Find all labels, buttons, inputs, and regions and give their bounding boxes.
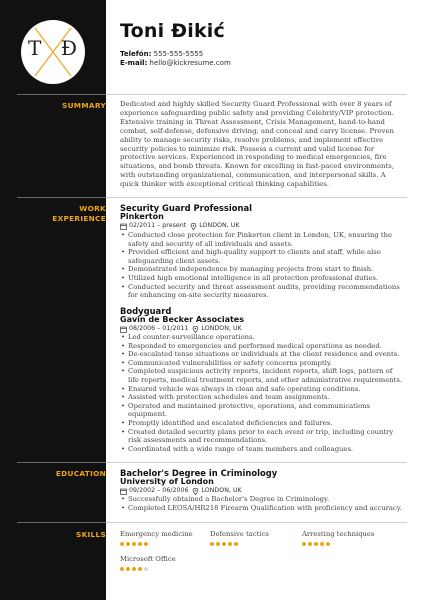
skill-name: Emergency medicine: [120, 530, 193, 538]
rating-dot-filled: [308, 542, 312, 546]
list-item: • Coordinated with a wide range of team members and colleagues.: [120, 445, 405, 454]
job-meta: [120, 325, 242, 333]
divider: [17, 197, 106, 198]
rating-dot-filled: [120, 567, 124, 571]
skill-rating: [120, 542, 148, 546]
list-item: • Completed suspicious activity reports, incident reports, shift logs, pattern of life reports, medical treatment reports, and other administrative requirements.: [120, 367, 405, 384]
divider: [17, 94, 106, 95]
list-item: • Responded to emergencies and performed medical operations as needed.: [120, 342, 405, 351]
divider: [17, 462, 106, 463]
job-location: LONDON, UK: [199, 222, 240, 229]
skill-rating: [302, 542, 330, 546]
calendar-icon: [120, 488, 127, 495]
location-pin-icon: [192, 326, 199, 333]
list-item: • De-escalated tense situations or individuals at the client residence and events.: [120, 350, 405, 359]
candidate-name: Toni Đikić: [120, 20, 225, 42]
phone-line: [120, 50, 203, 58]
job-dates: 02/2011 – present: [129, 222, 187, 229]
list-item: • Operated and maintained protective, operations, and communications equipment.: [120, 402, 405, 419]
list-item: • Led counter-surveillance operations.: [120, 333, 405, 342]
list-item: • Utilized high emotional intelligence in all protection professional duties.: [120, 274, 405, 283]
section-label-education: EDUCATION: [55, 469, 106, 478]
sidebar-band: [0, 0, 106, 600]
list-item: • Completed LEOSA/HR218 Firearm Qualification with proficiency and accuracy.: [120, 504, 405, 513]
rating-dot-filled: [314, 542, 318, 546]
job-company: Gavin de Becker Associates: [120, 315, 244, 324]
list-item: • Provided efficient and high-quality support to clients and staff, while also safeguarding client assets.: [120, 248, 405, 265]
rating-dot-filled: [228, 542, 232, 546]
skill-rating: [120, 567, 148, 571]
list-item: • Assisted with protection schedules and team assignments.: [120, 393, 405, 402]
section-label-summary: SUMMARY: [62, 101, 106, 110]
rating-dot-filled: [126, 567, 130, 571]
rating-dot-filled: [132, 542, 136, 546]
job-bullets: [120, 231, 405, 300]
section-label-work-line1: WORK: [79, 204, 106, 213]
divider: [17, 522, 106, 523]
rating-dot-filled: [138, 542, 142, 546]
list-item: • Conducted close protection for Pinkerton client in London, UK, ensuring the safety and security of all individuals and assets.: [120, 231, 405, 248]
list-item: • Created detailed security plans prior to each event or trip, including country risk assessments and recommendations.: [120, 428, 405, 445]
location-pin-icon: [190, 223, 197, 230]
rating-dot-filled: [216, 542, 220, 546]
rating-dot-filled: [210, 542, 214, 546]
location-pin-icon: [192, 488, 199, 495]
section-label-skills: SKILLS: [76, 530, 106, 539]
rating-dot-filled: [222, 542, 226, 546]
rating-dot-filled: [302, 542, 306, 546]
skill-rating: [210, 542, 238, 546]
divider: [106, 197, 407, 198]
email-label: E-mail:: [120, 59, 148, 67]
job-bullets: [120, 333, 405, 453]
list-item: • Conducted security and threat assessment audits, providing recommendations for enhancing on-site security measures.: [120, 283, 405, 300]
skill-name: Defensive tactics: [210, 530, 269, 538]
rating-dot-filled: [320, 542, 324, 546]
phone-value: 555-555-5555: [153, 50, 204, 58]
rating-dot-filled: [144, 542, 148, 546]
list-item: • Promptly identified and escalated deficiencies and failures.: [120, 419, 405, 428]
email-value[interactable]: hello@kickresume.com: [149, 59, 231, 67]
degree-title: Bachelor's Degree in Criminology: [120, 468, 278, 478]
monogram-badge: [21, 20, 85, 84]
school-name: University of London: [120, 477, 214, 486]
list-item: • Demonstrated independence by managing projects from start to finish.: [120, 265, 405, 274]
job-company: Pinkerton: [120, 212, 164, 221]
rating-dot-filled: [326, 542, 330, 546]
calendar-icon: [120, 223, 127, 230]
divider: [106, 522, 407, 523]
section-label-work-line2: EXPERIENCE: [52, 214, 106, 223]
rating-dot-filled: [120, 542, 124, 546]
summary-text: Dedicated and highly skilled Security Guard Professional with over 8 years of experience safeguarding public safety and providing Celebrity/VIP protection. Extensive training in Threat Assessment, Crisis Management, hand-to-hand combat, self-defense, defensive driving, and conceal and carry license. Proven ability to manage security risks, resolve problems, and implement effective security policies to minimize risk. Possess a current and valid license for protective services. Experienced in responding to medical emergencies, fire situations, and bomb threats. Known for excelling in fast-paced environments, with outstanding organizational, communication, and interpersonal skills. A quick thinker with exceptional critical thinking capabilities.: [120, 100, 394, 189]
skill-name: Microsoft Office: [120, 555, 176, 563]
job-title: Security Guard Professional: [120, 203, 252, 213]
education-bullets: [120, 495, 405, 512]
list-item: • Ensured vehicle was always in clean and safe operating conditions.: [120, 385, 405, 394]
rating-dot-filled: [132, 567, 136, 571]
list-item: • Communicated vulnerabilities or safety concerns promptly.: [120, 359, 405, 368]
education-location: LONDON, UK: [201, 487, 242, 494]
rating-dot-filled: [126, 542, 130, 546]
divider: [106, 94, 407, 95]
section-label-work: [16, 204, 106, 224]
job-location: LONDON, UK: [201, 325, 242, 332]
calendar-icon: [120, 326, 127, 333]
monogram-right-letter: Đ: [60, 36, 77, 60]
skill-name: Arresting techniques: [302, 530, 375, 538]
rating-dot-empty: [144, 567, 148, 571]
education-meta: [120, 487, 242, 495]
list-item: • Successfully obtained a Bachelor's Degree in Criminology.: [120, 495, 405, 504]
monogram-left-letter: T: [28, 36, 42, 60]
job-title: Bodyguard: [120, 306, 172, 316]
rating-dot-filled: [138, 567, 142, 571]
divider: [106, 462, 407, 463]
job-dates: 08/2006 – 01/2011: [129, 325, 189, 332]
phone-label: Telefón:: [120, 50, 152, 58]
education-dates: 09/2002 – 06/2006: [129, 487, 189, 494]
rating-dot-filled: [234, 542, 238, 546]
email-line: [120, 59, 231, 67]
job-meta: [120, 222, 239, 230]
